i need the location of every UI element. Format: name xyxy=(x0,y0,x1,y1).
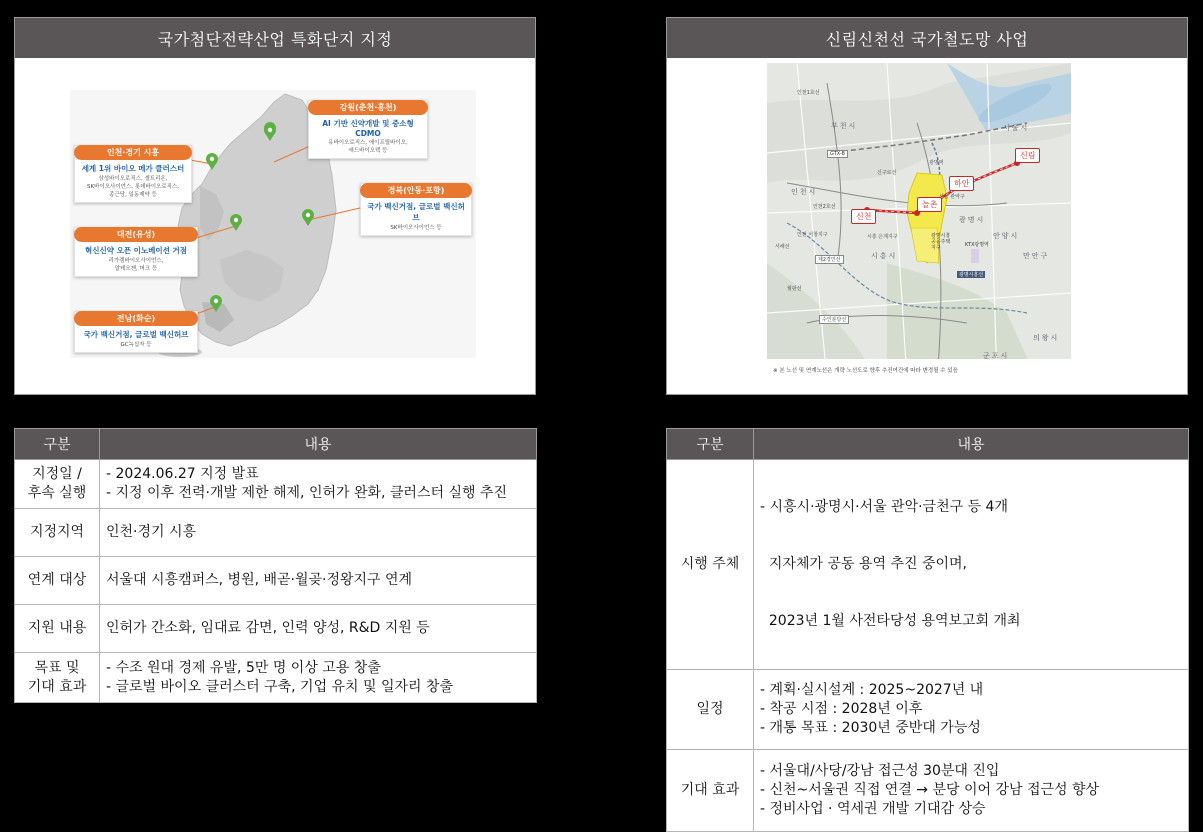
row-key: 일정 xyxy=(667,670,754,750)
row-value: 인허가 간소화, 임대료 감면, 인력 양성, R&D 지원 등 xyxy=(100,605,537,653)
row-key: 지원 내용 xyxy=(15,605,100,653)
row-value: - 시흥시·광명시·서울 관악·금천구 등 4개 지자체가 공동 용역 추진 중이며, 2023년 1월 사전타당성 용역보고회 개최 xyxy=(754,460,1189,670)
table-row xyxy=(15,653,537,703)
map-label: 인천2호선 xyxy=(813,204,836,210)
row-key: 목표 및 기대 효과 xyxy=(15,653,100,703)
row-value: - 서울대/사당/강남 접근성 30분대 진입 - 신천~서울권 직접 연결 → 분당 이어 강남 접근성 향상 - 정비사업 · 역세권 개발 기대감 상승 xyxy=(754,750,1189,832)
column-header-category: 구분 xyxy=(667,429,754,460)
row-value: 인천·경기 시흥 xyxy=(100,509,537,557)
area-label: 의왕시 xyxy=(1033,334,1060,342)
callout-jeonnam: 전남(화순) 국가 백신거점, 글로벌 백신허브 GC녹십자 등 xyxy=(74,311,198,353)
table-header-row xyxy=(667,429,1189,460)
map-label: GTX-B xyxy=(827,150,848,158)
row-key: 연계 대상 xyxy=(15,557,100,605)
column-header-content: 내용 xyxy=(754,429,1189,460)
table-row xyxy=(15,605,537,653)
table-row xyxy=(15,557,537,605)
korea-bio-cluster-map xyxy=(70,90,476,358)
column-header-category: 구분 xyxy=(15,429,100,460)
callout-gyeongbuk: 경북(안동·포항) 국가 백신거점, 글로벌 백신허브 SK바이오사이언스 등 xyxy=(360,183,472,236)
station-label-haan: 하안 xyxy=(949,176,974,191)
map-label: 인천1호선 xyxy=(797,90,820,96)
row-value: - 2024.06.27 지정 발표 - 지정 이후 전력·개발 제한 해제, 인허가 완화, 클러스터 실행 추진 xyxy=(100,460,537,509)
row-value: - 수조 원대 경제 유발, 5만 명 이상 고용 창출 - 글로벌 바이오 클러스터 구축, 기업 유치 및 일자리 창출 xyxy=(100,653,537,703)
map-label: 시흥 은계지구 xyxy=(867,234,898,240)
station-label-nolchon: 놀촌 xyxy=(917,197,942,212)
station-label-sincheon: 신천 xyxy=(851,209,876,224)
area-label: 인천시 xyxy=(791,188,818,196)
map-label: 광명시흥선 xyxy=(959,272,984,278)
left-map-panel xyxy=(14,17,536,395)
map-label: 서해선 xyxy=(775,244,790,250)
area-label: 광명시 xyxy=(959,216,986,224)
area-label: 만안구 xyxy=(1023,252,1050,260)
map-label: 수인분당선 xyxy=(819,315,849,324)
right-map-panel xyxy=(666,17,1188,395)
table-row xyxy=(667,460,1189,670)
map-label: 제2경인선 xyxy=(815,255,844,264)
area-label: 안양시 xyxy=(993,232,1020,240)
callout-gangwon: 강원(춘천·홍천) AI 기반 신약개발 및 중소형 CDMO 유바이오로직스, 에이프릴바이오, 애드바이오텍 등 xyxy=(308,100,428,159)
row-key: 지정일 / 후속 실행 xyxy=(15,460,100,509)
row-key: 지정지역 xyxy=(15,509,100,557)
area-label: 부천시 xyxy=(831,122,858,130)
map-label: 광명역 xyxy=(929,160,944,166)
area-label: 서울시 xyxy=(1003,124,1030,132)
callout-daejeon: 대전(유성) 혁신신약 오픈 이노베이션 거점 리가켐바이오사이언스, 알테오젠, 머크 등 xyxy=(74,227,198,277)
row-key: 기대 효과 xyxy=(667,750,754,832)
map-label: 신구로선 xyxy=(877,170,897,176)
table-header-row xyxy=(15,429,537,460)
map-label: 서울 관악구 xyxy=(939,194,965,200)
column-header-content: 내용 xyxy=(100,429,537,460)
left-info-table xyxy=(14,428,537,703)
map-label: 광명시흥 공공주택지구 xyxy=(931,233,951,251)
table-row xyxy=(15,509,537,557)
callout-incheon-siheung: 인천·경기 시흥 세계 1위 바이오 메가 클러스터 삼성바이오로직스, 셀트리온, SK바이오사이언스, 롯데바이오로직스, 종근당, 일동제약 등 xyxy=(74,145,192,203)
right-info-table xyxy=(666,428,1189,832)
area-label: 군포시 xyxy=(983,352,1010,360)
station-label-sillim: 신림 xyxy=(1015,148,1040,163)
left-panel-title: 국가첨단전략산업 특화단지 지정 xyxy=(15,18,535,58)
table-row xyxy=(15,460,537,509)
row-value: 서울대 시흥캠퍼스, 병원, 배곧·월곶·정왕지구 연계 xyxy=(100,557,537,605)
rail-route-map-graphic xyxy=(767,63,1071,380)
map-label: KTX광명역 xyxy=(965,242,989,248)
row-value: - 계획·실시설계 : 2025~2027년 내 - 착공 시점 : 2028년 이후 - 개통 목표 : 2030년 중반대 가능성 xyxy=(754,670,1189,750)
table-row xyxy=(667,670,1189,750)
row-key: 시행 주체 xyxy=(667,460,754,670)
area-label: 시흥시 xyxy=(871,252,898,260)
rail-route-map xyxy=(767,63,1071,380)
map-label: 월판선 xyxy=(787,286,802,292)
map-label: 인천 서창지구 xyxy=(797,232,828,238)
right-panel-title: 신림신천선 국가철도망 사업 xyxy=(667,18,1187,58)
table-row xyxy=(667,750,1189,832)
map-footnote: ※ 본 노선 및 연계노선은 개략 노선도로 향후 추진여건에 따라 변경될 수 있음 xyxy=(773,368,958,374)
